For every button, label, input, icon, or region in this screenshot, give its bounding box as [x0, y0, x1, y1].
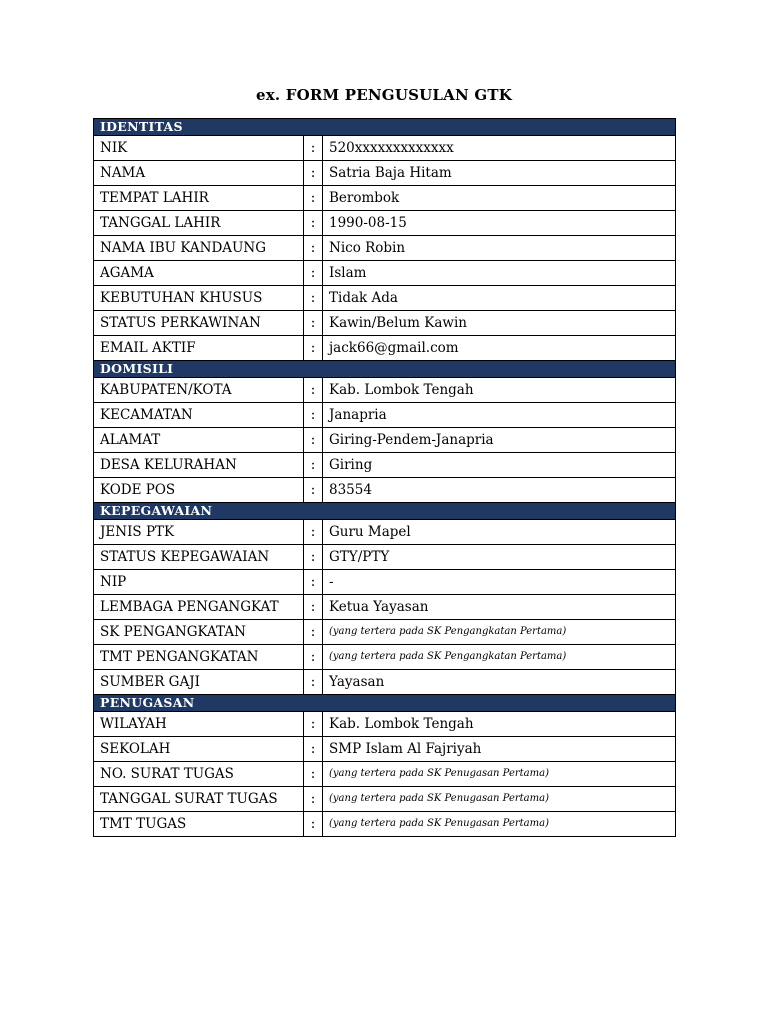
field-separator: : [304, 570, 323, 595]
field-separator: : [304, 545, 323, 570]
field-value: (yang tertera pada SK Penugasan Pertama) [323, 787, 676, 812]
form-row-tanggal-surat-tugas [94, 787, 676, 812]
field-value: Nico Robin [323, 236, 676, 261]
field-value: - [323, 570, 676, 595]
field-label: AGAMA [94, 261, 304, 286]
field-separator: : [304, 186, 323, 211]
form-row-nip [94, 570, 676, 595]
form-row-status-kepegawaian [94, 545, 676, 570]
section-heading: KEPEGAWAIAN [94, 503, 676, 520]
field-label: NAMA [94, 161, 304, 186]
field-label: NIP [94, 570, 304, 595]
field-separator: : [304, 453, 323, 478]
field-separator: : [304, 812, 323, 837]
field-separator: : [304, 136, 323, 161]
field-value: Satria Baja Hitam [323, 161, 676, 186]
form-row-sekolah [94, 737, 676, 762]
field-label: EMAIL AKTIF [94, 336, 304, 361]
field-separator: : [304, 336, 323, 361]
form-row-nama [94, 161, 676, 186]
field-label: KODE POS [94, 478, 304, 503]
field-label: TEMPAT LAHIR [94, 186, 304, 211]
field-separator: : [304, 737, 323, 762]
field-label: TMT PENGANGKATAN [94, 645, 304, 670]
form-row-kebutuhan-khusus [94, 286, 676, 311]
field-label: NIK [94, 136, 304, 161]
section-heading: DOMISILI [94, 361, 676, 378]
field-label: KEBUTUHAN KHUSUS [94, 286, 304, 311]
form-row-nik [94, 136, 676, 161]
field-value: Guru Mapel [323, 520, 676, 545]
field-separator: : [304, 478, 323, 503]
field-separator: : [304, 620, 323, 645]
field-label: STATUS KEPEGAWAIAN [94, 545, 304, 570]
field-separator: : [304, 403, 323, 428]
field-value: Janapria [323, 403, 676, 428]
field-separator: : [304, 378, 323, 403]
field-label: KABUPATEN/KOTA [94, 378, 304, 403]
field-separator: : [304, 236, 323, 261]
field-label: NAMA IBU KANDAUNG [94, 236, 304, 261]
field-value: SMP Islam Al Fajriyah [323, 737, 676, 762]
field-label: WILAYAH [94, 712, 304, 737]
form-row-desa-kelurahan [94, 453, 676, 478]
field-value: (yang tertera pada SK Penugasan Pertama) [323, 812, 676, 837]
field-separator: : [304, 261, 323, 286]
field-label: DESA KELURAHAN [94, 453, 304, 478]
section-heading: IDENTITAS [94, 119, 676, 136]
form-row-lembaga-pengangkat [94, 595, 676, 620]
field-separator: : [304, 670, 323, 695]
field-value: Kawin/Belum Kawin [323, 311, 676, 336]
gtk-form-table [93, 118, 676, 837]
field-separator: : [304, 595, 323, 620]
field-separator: : [304, 428, 323, 453]
field-value: jack66@gmail.com [323, 336, 676, 361]
field-label: STATUS PERKAWINAN [94, 311, 304, 336]
section-heading: PENUGASAN [94, 695, 676, 712]
field-label: NO. SURAT TUGAS [94, 762, 304, 787]
field-value: Ketua Yayasan [323, 595, 676, 620]
field-separator: : [304, 161, 323, 186]
field-separator: : [304, 762, 323, 787]
field-value: (yang tertera pada SK Pengangkatan Pertama) [323, 645, 676, 670]
field-label: JENIS PTK [94, 520, 304, 545]
field-value: Kab. Lombok Tengah [323, 712, 676, 737]
section-header-identitas [94, 119, 676, 136]
field-value: Yayasan [323, 670, 676, 695]
form-row-kabupaten-kota [94, 378, 676, 403]
form-row-tmt-tugas [94, 812, 676, 837]
field-label: TANGGAL SURAT TUGAS [94, 787, 304, 812]
field-value: GTY/PTY [323, 545, 676, 570]
field-value: Giring [323, 453, 676, 478]
section-header-domisili [94, 361, 676, 378]
section-header-kepegawaian [94, 503, 676, 520]
field-separator: : [304, 712, 323, 737]
field-value: Berombok [323, 186, 676, 211]
field-value: Tidak Ada [323, 286, 676, 311]
form-row-agama [94, 261, 676, 286]
form-row-wilayah [94, 712, 676, 737]
form-row-kecamatan [94, 403, 676, 428]
form-row-sumber-gaji [94, 670, 676, 695]
form-row-no-surat-tugas [94, 762, 676, 787]
form-row-email-aktif [94, 336, 676, 361]
form-row-tanggal-lahir [94, 211, 676, 236]
field-label: LEMBAGA PENGANGKAT [94, 595, 304, 620]
field-label: ALAMAT [94, 428, 304, 453]
form-row-jenis-ptk [94, 520, 676, 545]
form-row-alamat [94, 428, 676, 453]
form-row-status-perkawinan [94, 311, 676, 336]
field-value: Islam [323, 261, 676, 286]
form-row-sk-pengangkatan [94, 620, 676, 645]
page-title: ex. FORM PENGUSULAN GTK [256, 86, 512, 104]
field-value: 83554 [323, 478, 676, 503]
field-separator: : [304, 286, 323, 311]
section-header-penugasan [94, 695, 676, 712]
field-separator: : [304, 211, 323, 236]
field-value: (yang tertera pada SK Pengangkatan Pertama) [323, 620, 676, 645]
field-label: SUMBER GAJI [94, 670, 304, 695]
field-separator: : [304, 520, 323, 545]
form-row-tempat-lahir [94, 186, 676, 211]
field-value: 1990-08-15 [323, 211, 676, 236]
field-label: SEKOLAH [94, 737, 304, 762]
field-value: 520xxxxxxxxxxxxx [323, 136, 676, 161]
form-row-tmt-pengangkatan [94, 645, 676, 670]
field-label: SK PENGANGKATAN [94, 620, 304, 645]
field-separator: : [304, 787, 323, 812]
field-value: Kab. Lombok Tengah [323, 378, 676, 403]
field-value: Giring-Pendem-Janapria [323, 428, 676, 453]
form-row-kode-pos [94, 478, 676, 503]
field-label: KECAMATAN [94, 403, 304, 428]
field-separator: : [304, 645, 323, 670]
field-label: TMT TUGAS [94, 812, 304, 837]
form-row-nama-ibu-kandaung [94, 236, 676, 261]
field-value: (yang tertera pada SK Penugasan Pertama) [323, 762, 676, 787]
field-separator: : [304, 311, 323, 336]
field-label: TANGGAL LAHIR [94, 211, 304, 236]
form-body [94, 119, 676, 837]
